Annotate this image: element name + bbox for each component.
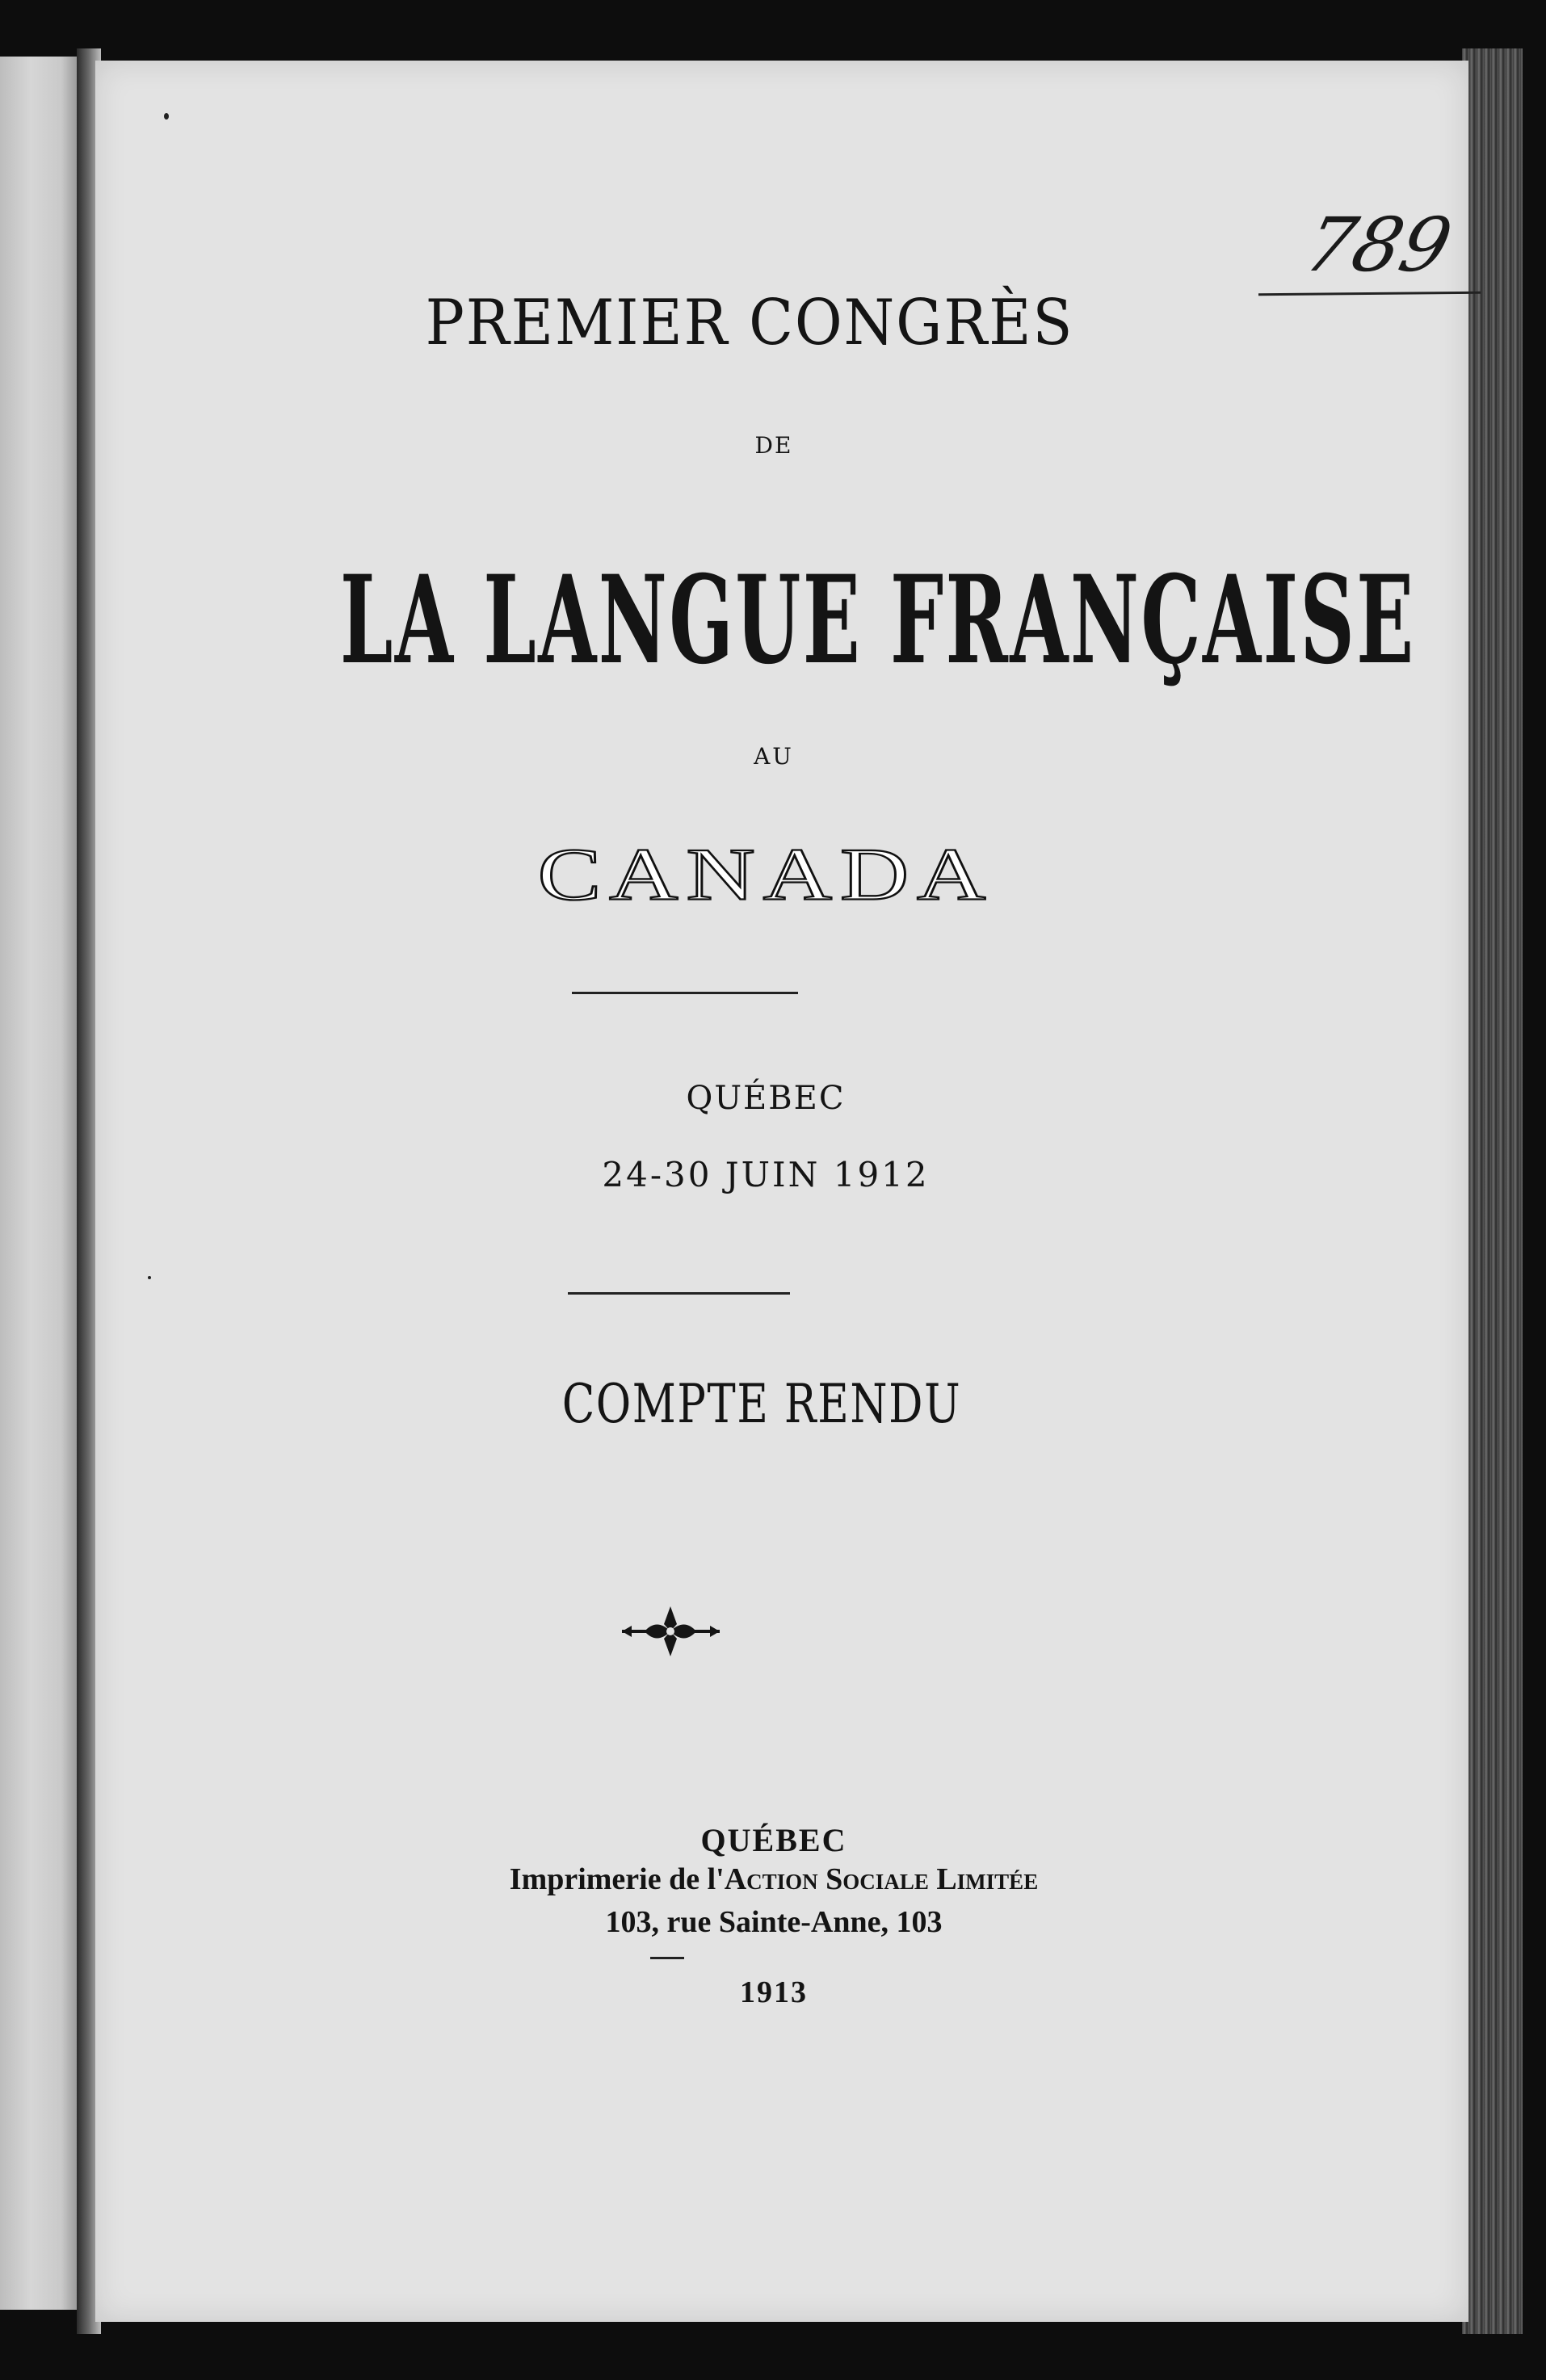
event-city: QUÉBEC xyxy=(686,1080,846,1117)
imprint-printer xyxy=(87,1862,1460,1897)
handwritten-page-number: 789 xyxy=(1296,202,1460,288)
report-type: COMPTE RENDU xyxy=(561,1373,962,1435)
imprint-printer-name: Action Sociale Limitée xyxy=(724,1862,1039,1896)
title-premier-congres: PREMIER CONGRÈS xyxy=(425,287,1074,359)
left-facing-page-edge xyxy=(0,57,77,2310)
imprint-city: QUÉBEC xyxy=(700,1822,847,1858)
fleuron-icon xyxy=(620,1603,721,1660)
divider-rule xyxy=(568,1292,790,1295)
scan-speck xyxy=(148,1276,151,1279)
title-page xyxy=(95,61,1468,2322)
book-page-edges xyxy=(1462,48,1523,2334)
title-de: DE xyxy=(754,432,793,459)
event-dates: 24-30 JUIN 1912 xyxy=(602,1155,930,1194)
short-rule xyxy=(650,1957,684,1959)
title-la-langue-francaise: LA LANGUE FRANÇAISE xyxy=(340,549,1416,691)
scan-speck xyxy=(164,113,169,120)
imprint-address: 103, rue Sainte-Anne, 103 xyxy=(605,1905,943,1939)
divider-rule xyxy=(572,992,798,994)
title-canada: CANADA xyxy=(537,833,994,916)
imprint-printer-prefix: Imprimerie de l' xyxy=(509,1862,725,1896)
title-au: AU xyxy=(754,743,794,770)
imprint-year: 1913 xyxy=(740,1975,808,2009)
